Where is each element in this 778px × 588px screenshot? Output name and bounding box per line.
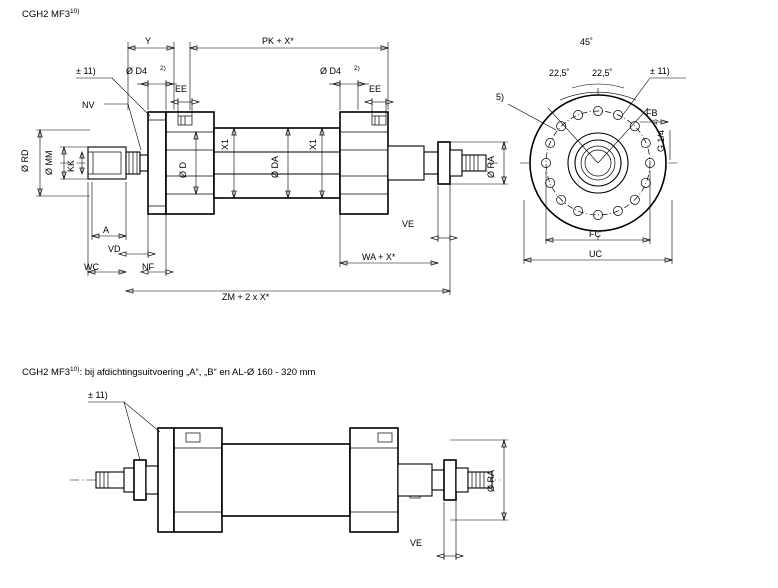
label-pk-x: PK + X* — [262, 36, 294, 46]
bottom-rear-mid — [456, 468, 468, 492]
label-vd: VD — [108, 244, 121, 254]
label-note-5: 5) — [496, 92, 505, 102]
caption-bottom-main: CGH2 MF3 — [22, 367, 71, 379]
dim-ee-right-arrow-2 — [386, 100, 393, 104]
rod-end-bore — [93, 152, 121, 174]
label-g14: G 1/4 — [656, 129, 666, 152]
label-d4-right-sup: 2) — [354, 65, 360, 72]
label-ve-bottom: VE — [410, 538, 423, 548]
label-tolerance-11-top: ± 11) — [76, 66, 96, 76]
dim-ve-arrow-2 — [450, 236, 457, 240]
label-ee-left: EE — [175, 84, 188, 94]
bottom-view-cylinder — [70, 390, 508, 560]
label-fc: FC — [589, 229, 601, 239]
rear-flange-small — [438, 142, 450, 184]
label-zm-2x: ZM + 2 x X* — [222, 292, 270, 302]
bottom-rear-flange — [444, 460, 456, 500]
label-d4-left: Ø D4 — [126, 66, 148, 76]
nv-leader-2 — [128, 104, 141, 150]
label-uc: UC — [589, 249, 602, 259]
label-rd: Ø RD — [20, 149, 30, 172]
rear-rod-collar — [424, 152, 438, 174]
bottom-tol-leader-2 — [124, 402, 140, 460]
label-a: A — [103, 225, 110, 235]
label-x1-right: X1 — [308, 138, 318, 150]
cylinder-cap — [340, 112, 388, 214]
label-ra-top: Ø RA — [486, 155, 496, 178]
top-view-cylinder — [20, 36, 508, 302]
dim-vd-arrow-2 — [148, 252, 155, 256]
label-tolerance-11-bottom: ± 11) — [88, 390, 108, 400]
bottom-barrel — [222, 444, 350, 516]
label-x1-left: X1 — [220, 138, 230, 150]
angle-arc-225-left — [572, 84, 598, 88]
caption-bottom-superscript: 10) — [70, 366, 80, 373]
label-d4-left-sup: 2) — [160, 65, 166, 72]
bottom-cylinder-head — [174, 428, 222, 532]
caption-top-main: CGH2 MF3 — [22, 9, 71, 21]
dim-ve-bottom-arrow-1 — [437, 554, 444, 558]
dim-ee-left-arrow-2 — [192, 100, 199, 104]
dim-ve-arrow-1 — [431, 236, 438, 240]
caption-top-superscript: 10) — [70, 8, 80, 15]
bottom-rod-flange — [134, 460, 146, 500]
label-ee-right: EE — [369, 84, 382, 94]
bottom-rod-collar — [124, 468, 134, 492]
rod-collar — [140, 155, 148, 171]
label-y: Y — [145, 36, 152, 46]
label-da: Ø DA — [270, 155, 280, 178]
front-flange — [148, 112, 166, 214]
label-ra-bottom: Ø RA — [486, 469, 496, 492]
label-mm: Ø MM — [44, 150, 54, 175]
label-d4-right: Ø D4 — [320, 66, 342, 76]
label-d: Ø D — [178, 161, 188, 178]
rear-rod-block — [388, 146, 424, 180]
label-kk: KK — [66, 159, 76, 172]
label-angle-225-left: 22,5˚ — [549, 68, 570, 78]
label-angle-45: 45˚ — [580, 37, 594, 47]
label-g14-sup: 1) — [652, 119, 659, 125]
label-fb: FB — [646, 108, 658, 118]
dim-ee-right-arrow-1 — [365, 100, 372, 104]
bottom-rod-mid — [146, 466, 158, 494]
bottom-port-right — [378, 433, 392, 442]
label-tolerance-11-end: ± 11) — [650, 66, 670, 76]
label-angle-225-right: 22,5˚ — [592, 68, 613, 78]
label-ve-top: VE — [402, 219, 415, 229]
bottom-rear-collar — [432, 470, 444, 490]
bottom-rear-rod — [398, 464, 432, 496]
bottom-port-left — [186, 433, 200, 442]
caption-bottom-rest: : bij afdichtingsuitvoering „A“, „B“ en AL-Ø 160 - 320 mm — [79, 367, 316, 379]
label-wc: WC — [84, 262, 99, 272]
bottom-cylinder-cap — [350, 428, 398, 532]
end-view-flange — [496, 37, 686, 264]
dim-ee-left-arrow-1 — [171, 100, 178, 104]
label-wa-x: WA + X* — [362, 252, 396, 262]
label-nv: NV — [82, 100, 95, 110]
bottom-front-flange — [158, 428, 174, 532]
bottom-tol-leader-1 — [124, 402, 160, 432]
rear-rod-mid — [450, 150, 462, 176]
cylinder-head — [166, 112, 214, 214]
dim-ve-bottom-arrow-2 — [456, 554, 463, 558]
label-nf: NF — [142, 262, 154, 272]
dim-nf-arrow-2 — [166, 270, 173, 274]
angle-arc-225-right — [598, 84, 624, 88]
